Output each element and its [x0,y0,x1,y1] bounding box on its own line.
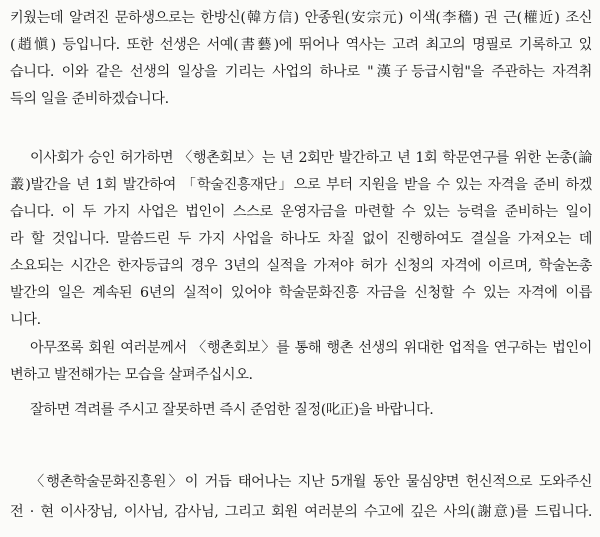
paragraph-2-line-1: 이사회가 승인 허가하면 〈행촌회보〉는 년 2회만 발간하고 년 1회 학문연구를 위한 논총(論 [30,150,592,166]
paragraph-2-line-5: 소요되는 시간은 한자등급의 경우 3년의 실적을 가져야 허가 신청의 자격에 이르며, 학술논총 [10,258,592,274]
paragraph-2-line-7: 니다. [10,312,41,328]
paragraph-1-line-1: 키웠는데 알려진 문하생으로는 한방신(韓方信) 안종원(安宗元) 이색(李穡) 권 근(權近) 조신 [10,10,592,26]
paragraph-2-line-3: 습니다. 이 두 가지 사업은 법인이 스스로 운영자금을 마련할 수 있는 능력을 준비하는 일이 [10,204,592,220]
paragraph-5-line-2: 전 · 현 이사장님, 이사님, 감사님, 그리고 회원 여러분의 수고에 깊은 사의(謝意)를 드립니다. [10,504,592,520]
paragraph-3-line-2: 변하고 발전해가는 모습을 살펴주십시오. [10,367,253,383]
paragraph-2-line-4: 라 할 것입니다. 말씀드린 두 가지 사업을 하나도 차질 없이 진행하여도 결실을 가져오는 데 [10,231,592,247]
paragraph-4-line-1: 잘하면 격려를 주시고 잘못하면 즉시 준엄한 질정(叱正)을 바랍니다. [30,402,434,418]
paragraph-5-line-1: 〈행촌학술문화진흥원〉이 거듭 태어나는 지난 5개월 동안 물심양면 헌신적으로 도와주신 [30,474,592,490]
paragraph-2-line-2: 叢)발간을 년 1회 발간하여 「학술진흥재단」으로 부터 지원을 받을 수 있는 자격을 준비 하겠 [10,177,592,193]
paragraph-1-line-4: 득의 일을 준비하겠습니다. [10,91,169,107]
paragraph-2-line-6: 발간의 일은 계속된 6년의 실적이 있어야 학술문화진흥 자금을 신청할 수 있는 자격에 이릅 [10,285,592,301]
paragraph-3-line-1: 아무쪼록 회원 여러분께서 〈행촌회보〉를 통해 행촌 선생의 위대한 업적을 연구하는 법인이 [30,340,592,356]
paragraph-1-line-3: 습니다. 이와 같은 선생의 일상을 기리는 사업의 하나로 "漢子등급시험"을 주관하는 자격취 [10,64,592,80]
paragraph-1-line-2: (趙愼) 등입니다. 또한 선생은 서예(書藝)에 뛰어나 역사는 고려 최고의 명필로 기록하고 있 [10,37,592,53]
